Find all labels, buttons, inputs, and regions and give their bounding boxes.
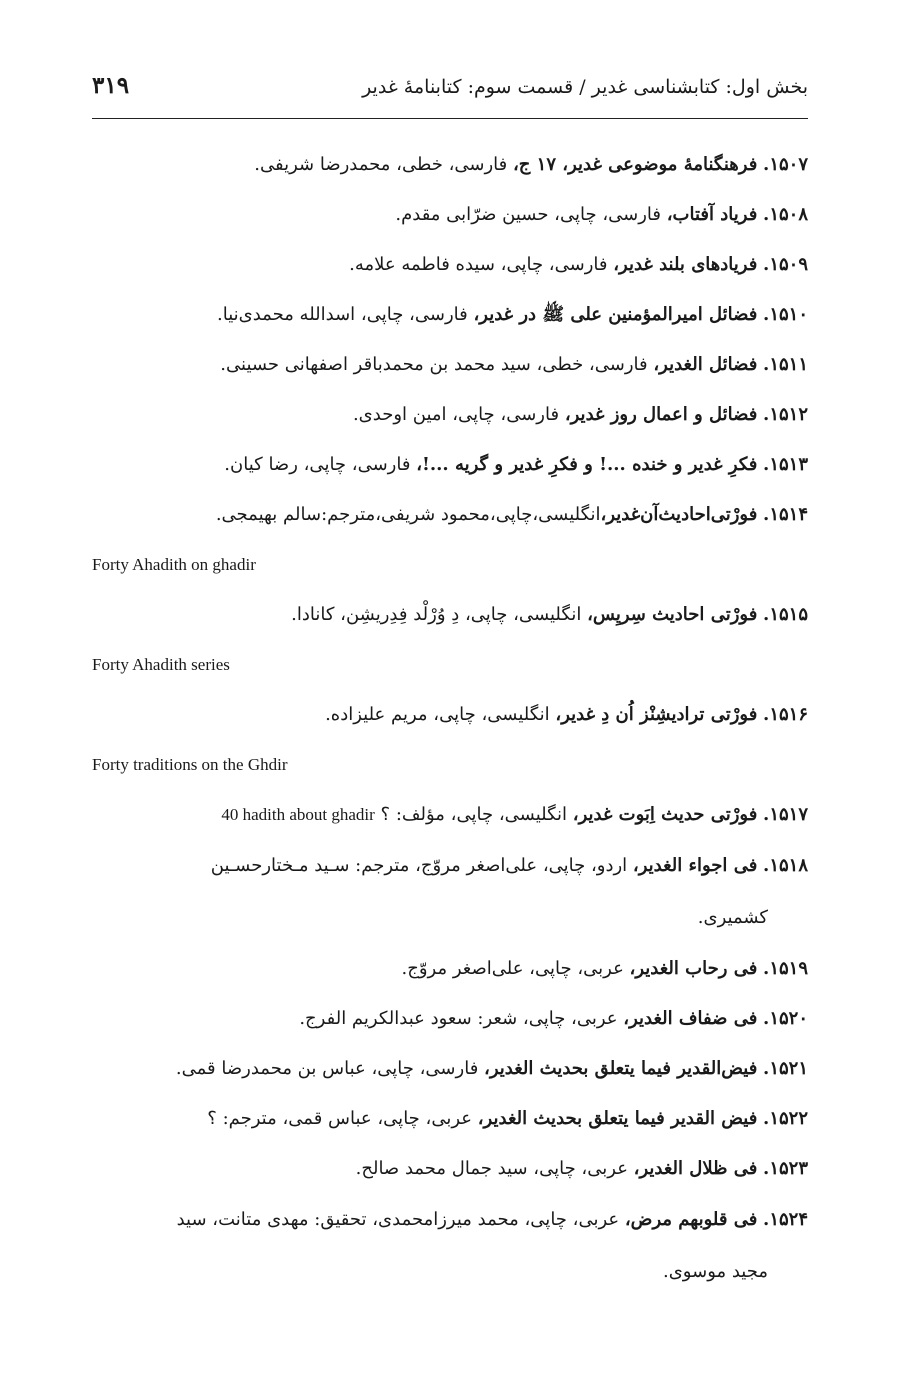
entry-number: ۱۵۲۲. <box>763 1108 808 1129</box>
entry-number: ۱۵۱۴. <box>763 504 808 525</box>
english-title-1516: Forty traditions on the Ghdir <box>92 755 288 774</box>
entry-title: فی رحاب الغدیر، <box>629 958 758 979</box>
entry-details: فارسی، چاپی، امین اوحدی. <box>352 404 565 425</box>
entry-1508 <box>92 190 808 240</box>
entry-number: ۱۵۱۱. <box>763 354 808 375</box>
entry-title: فورْتی‌احادیث‌آن‌غدیر، <box>600 504 758 525</box>
entry-details: انگلیسی، چاپی، دِ وُرْلْد فِدِریشِن، کانادا. <box>291 604 588 625</box>
entry-title: فی ضفاف الغدیر، <box>623 1008 758 1029</box>
entry-title: فضائل و اعمال روز غدیر، <box>564 404 758 425</box>
entry-1510 <box>92 290 808 340</box>
entry-details: عربی، چاپی، سید جمال محمد صالح. <box>355 1158 634 1179</box>
entry-1521 <box>92 1044 808 1094</box>
english-title-1515: Forty Ahadith series <box>92 655 230 674</box>
page-number: ۳۱۹ <box>92 72 130 99</box>
entry-number: ۱۵۱۲. <box>763 404 808 425</box>
entry-number: ۱۵۱۳. <box>763 454 808 475</box>
entry-details: اردو، چاپی، علی‌اصغر مروّج، مترجم: سـید مـختارحسـین <box>210 855 633 876</box>
entry-title: فرهنگنامهٔ موضوعی غدیر، ۱۷ ج، <box>512 154 758 175</box>
entry-1514 <box>92 490 808 540</box>
entry-1520 <box>92 994 808 1044</box>
entry-1511 <box>92 340 808 390</box>
entry-details: فارسی، چاپی، عباس بن محمدرضا قمی. <box>175 1058 485 1079</box>
entry-number: ۱۵۱۷. <box>763 804 808 825</box>
entry-1519 <box>92 944 808 994</box>
entry-details: عربی، چاپی، علی‌اصغر مروّج. <box>401 958 630 979</box>
entry-title: فورْتی احادیث سِریِس، <box>587 604 758 625</box>
entry-details: انگلیسی، چاپی، مؤلف: ؟ <box>380 804 573 825</box>
entry-number: ۱۵۱۵. <box>763 604 808 625</box>
entry-title: فی اجواء الغدیر، <box>632 855 758 876</box>
entry-details: عربی، چاپی، عباس قمی، مترجم: ؟ <box>207 1108 478 1129</box>
entry-number: ۱۵۰۸. <box>763 204 808 225</box>
entry-details: فارسی، چاپی، حسین ضرّابی مقدم. <box>395 204 667 225</box>
entry-details: عربی، چاپی، شعر: سعود عبدالکریم الفرج. <box>299 1008 624 1029</box>
entry-title: فکرِ غدیر و خنده ...! و فکرِ غدیر و گریه ...!، <box>416 454 758 475</box>
running-head: بخش اول: کتابشناسی غدیر / قسمت سوم: کتابنامهٔ غدیر <box>362 76 808 98</box>
entry-details: فارسی، خطی، سید محمد بن محمدباقر اصفهانی حسینی. <box>220 354 654 375</box>
entry-details: فارسی، خطی، محمدرضا شریفی. <box>254 154 513 175</box>
english-title-1514: Forty Ahadith on ghadir <box>92 555 256 574</box>
entry-details: عربی، چاپی، محمد میرزامحمدی، تحقیق: مهدی متانت، سید <box>176 1209 625 1230</box>
entry-1516 <box>92 690 808 740</box>
entry-title: فضائل امیرالمؤمنین علی ﷺ در غدیر، <box>473 304 758 325</box>
entry-1523 <box>92 1144 808 1194</box>
entry-title: فورْتی ترادیشِنْز اُن دِ غدیر، <box>555 704 758 725</box>
entry-title: فی ظلال الغدیر، <box>633 1158 758 1179</box>
entry-number: ۱۵۱۸. <box>763 855 808 876</box>
entry-title: فریاد آفتاب، <box>666 204 758 225</box>
entry-details: فارسی، چاپی، رضا کیان. <box>224 454 417 475</box>
entry-details: انگلیسی،چاپی،محمود شریفی،مترجم:سالم بهیمجی. <box>215 504 601 525</box>
entry-number: ۱۵۲۰. <box>763 1008 808 1029</box>
entry-1522 <box>92 1094 808 1144</box>
entry-title: فی قلوبهم مرض، <box>624 1209 758 1230</box>
entry-1507 <box>92 140 808 190</box>
entry-number: ۱۵۰۹. <box>763 254 808 275</box>
entry-title: فریادهای بلند غدیر، <box>613 254 758 275</box>
entry-details: انگلیسی، چاپی، مریم علیزاده. <box>325 704 556 725</box>
entry-number: ۱۵۲۳. <box>763 1158 808 1179</box>
entry-1517 <box>92 790 808 840</box>
entry-number: ۱۵۲۴. <box>763 1209 808 1230</box>
entry-title: فضائل الغدیر، <box>653 354 758 375</box>
entry-title: فیض القدیر فیما یتعلق بحدیث الغدیر، <box>477 1108 758 1129</box>
entry-1512 <box>92 390 808 440</box>
entry-title: فورْتی حدیث اِبَوت غدیر، <box>572 804 758 825</box>
entry-details: فارسی، چاپی، سیده فاطمه علامه. <box>349 254 614 275</box>
entry-list <box>92 140 808 1298</box>
entry-continuation: کشمیری. <box>697 907 768 928</box>
english-title-1517: 40 hadith about ghadir <box>221 805 375 824</box>
page-header <box>92 66 808 119</box>
entry-1509 <box>92 240 808 290</box>
entry-number: ۱۵۰۷. <box>763 154 808 175</box>
entry-continuation: مجید موسوی. <box>663 1261 768 1282</box>
entry-1524 <box>92 1194 808 1298</box>
entry-number: ۱۵۱۹. <box>763 958 808 979</box>
entry-1518 <box>92 840 808 944</box>
entry-1513 <box>92 440 808 490</box>
entry-number: ۱۵۱۰. <box>763 304 808 325</box>
entry-details: فارسی، چاپی، اسدالله محمدی‌نیا. <box>216 304 474 325</box>
entry-1515 <box>92 590 808 640</box>
entry-number: ۱۵۲۱. <box>763 1058 808 1079</box>
entry-title: فیض‌القدیر فیما یتعلق بحدیث الغدیر، <box>484 1058 758 1079</box>
entry-number: ۱۵۱۶. <box>763 704 808 725</box>
